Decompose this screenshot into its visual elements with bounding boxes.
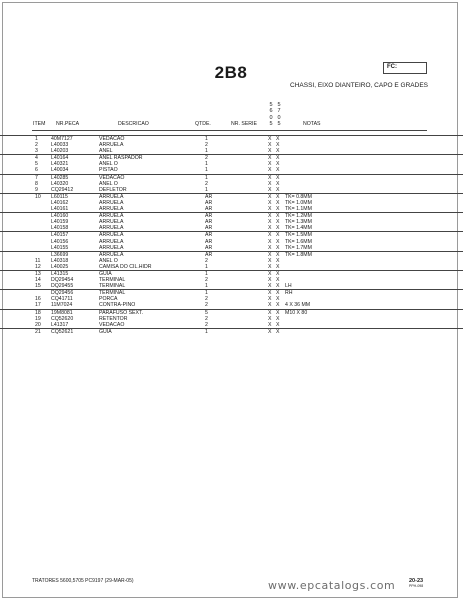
cell-part-number: CQ29412: [51, 186, 74, 193]
cell-model-5605: X: [268, 232, 272, 239]
cell-part-number: L40157: [51, 232, 69, 239]
cell-model-5705: X: [276, 302, 280, 309]
fc-field: [383, 62, 427, 74]
cell-part-number: L41317: [51, 321, 69, 328]
cell-notes: M10 X 80: [285, 309, 308, 316]
cell-part-number: L60115: [51, 193, 68, 200]
cell-model-5605: X: [268, 238, 272, 245]
cell-model-5705: X: [276, 251, 280, 258]
footer-catalog-info: TRATORES 5600,5705 PC9197 (29-MAR-05): [32, 578, 134, 584]
cell-model-5705: X: [276, 270, 280, 277]
cell-part-number: DQ29455: [51, 283, 74, 290]
cell-quantity: 2: [205, 180, 208, 187]
cell-model-5605: X: [268, 186, 272, 193]
header-quantity: QTDE.: [195, 121, 211, 127]
cell-notes: RH: [285, 290, 293, 297]
cell-model-5705: X: [276, 315, 280, 322]
cell-description: VEDACAO: [99, 174, 125, 181]
cell-part-number: L40159: [51, 219, 69, 226]
cell-item: 9: [35, 186, 38, 193]
cell-item: 11: [35, 257, 41, 264]
cell-model-5705: X: [276, 321, 280, 328]
cell-description: ARRUELA: [99, 219, 124, 226]
cell-description: ARRUELA: [99, 213, 124, 220]
cell-quantity: 1: [205, 167, 208, 174]
cell-model-5605: X: [268, 290, 272, 297]
cell-item: 6: [35, 167, 38, 174]
cell-model-5605: X: [268, 321, 272, 328]
watermark: www.epcatalogs.com: [268, 579, 396, 592]
cell-description: ANEL O: [99, 257, 118, 264]
cell-part-number: L40161: [51, 206, 69, 213]
cell-quantity: AR: [205, 238, 213, 245]
cell-description: GUIA: [99, 328, 112, 335]
cell-model-5705: X: [276, 155, 280, 162]
cell-item: 13: [35, 270, 41, 277]
header-part-number: NR.PECA: [56, 121, 80, 127]
cell-item: 7: [35, 174, 38, 181]
cell-model-5605: X: [268, 251, 272, 258]
cell-part-number: 40M7127: [51, 136, 73, 142]
cell-description: PORCA: [99, 296, 118, 303]
cell-description: ANEL O: [99, 161, 118, 168]
cell-notes: TK= 1.0MM: [285, 199, 312, 206]
cell-description: DEFLETOR: [99, 186, 127, 193]
cell-description: ARRUELA: [99, 232, 124, 239]
header-item: ITEM: [33, 121, 46, 127]
cell-model-5705: X: [276, 296, 280, 303]
cell-model-5705: X: [276, 199, 280, 206]
cell-quantity: 1: [205, 148, 208, 155]
cell-description: GUIA: [99, 270, 112, 277]
cell-item: 14: [35, 277, 41, 284]
cell-part-number: L40034: [51, 167, 69, 174]
cell-description: PISTAO: [99, 167, 118, 174]
model-column-5605: [268, 102, 274, 128]
cell-item: 8: [35, 180, 38, 187]
cell-model-5605: X: [268, 213, 272, 220]
cell-quantity: AR: [205, 219, 213, 226]
cell-part-number: DQ29456: [51, 290, 74, 297]
cell-description: CAMISA DO CIL.HIDR: [99, 263, 152, 270]
cell-model-5605: X: [268, 174, 272, 181]
cell-notes: 4 X 36 MM: [285, 302, 311, 309]
cell-part-number: DQ29454: [51, 277, 74, 284]
cell-model-5705: X: [276, 142, 280, 149]
cell-item: 4: [35, 155, 38, 162]
cell-quantity: 2: [205, 155, 208, 162]
cell-part-number: CQ41711: [51, 296, 73, 303]
cell-model-5605: X: [268, 219, 272, 226]
cell-model-5605: X: [268, 206, 272, 213]
cell-quantity: 2: [205, 277, 208, 284]
cell-part-number: L40025: [51, 263, 69, 270]
cell-description: ANEL RASPADOR: [99, 155, 143, 162]
cell-model-5705: X: [276, 136, 280, 142]
table-row: [0, 154, 463, 161]
cell-notes: TK= 1.8MM: [285, 251, 312, 258]
cell-notes: TK= 1.2MM: [285, 213, 312, 220]
cell-part-number: L40320: [51, 180, 69, 187]
cell-quantity: 1: [205, 270, 208, 277]
cell-quantity: AR: [205, 213, 213, 220]
cell-quantity: 2: [205, 321, 208, 328]
cell-part-number: CQ52621: [51, 328, 74, 335]
cell-quantity: 1: [205, 263, 208, 270]
cell-part-number: L40155: [51, 244, 69, 251]
cell-model-5605: X: [268, 315, 272, 322]
cell-model-5605: X: [268, 142, 272, 149]
cell-description: TERMINAL: [99, 290, 126, 297]
cell-item: 5: [35, 161, 38, 168]
cell-notes: TK= 1.4MM: [285, 225, 312, 232]
cell-model-5605: X: [268, 283, 272, 290]
table-row: [0, 212, 463, 219]
cell-part-number: L40203: [51, 148, 69, 155]
cell-description: ARRUELA: [99, 238, 124, 245]
cell-item: 1: [35, 136, 38, 142]
cell-part-number: L40164: [51, 155, 69, 162]
cell-model-5705: X: [276, 186, 280, 193]
model-digit: 6: [269, 108, 273, 115]
cell-notes: TK= 1.7MM: [285, 244, 312, 251]
cell-model-5605: X: [268, 328, 272, 335]
cell-quantity: 1: [205, 174, 208, 181]
cell-description: ANEL O: [99, 180, 118, 187]
cell-notes: LH: [285, 283, 292, 290]
cell-notes: TK= 1.6MM: [285, 238, 312, 245]
cell-model-5705: X: [276, 161, 280, 168]
model-digit: 7: [277, 108, 281, 115]
table-row: [0, 174, 463, 181]
cell-description: ARRUELA: [99, 251, 124, 258]
cell-description: TERMINAL: [99, 277, 126, 284]
cell-description: ARRUELA: [99, 225, 124, 232]
cell-model-5605: X: [268, 148, 272, 155]
cell-part-number: L40318: [51, 257, 69, 264]
cell-part-number: L40162: [51, 199, 69, 206]
cell-model-5705: X: [276, 290, 280, 297]
table-row: [0, 270, 463, 277]
model-digit: 0: [277, 114, 281, 121]
cell-model-5605: X: [268, 193, 272, 200]
cell-part-number: L40158: [51, 225, 69, 232]
cell-quantity: AR: [205, 232, 213, 239]
cell-part-number: L40285: [51, 174, 69, 181]
cell-notes: TK= 0.8MM: [285, 193, 312, 200]
fc-label: FC:: [387, 64, 397, 70]
page-title: 2B8: [214, 63, 248, 82]
cell-model-5605: X: [268, 167, 272, 174]
cell-model-5605: X: [268, 155, 272, 162]
cell-description: TERMINAL: [99, 283, 126, 290]
table-row: [0, 309, 463, 316]
cell-model-5605: X: [268, 309, 272, 316]
table-row: [0, 193, 463, 200]
model-column-5705: [276, 102, 282, 128]
cell-model-5705: X: [276, 257, 280, 264]
model-digit: 5: [277, 102, 281, 108]
cell-quantity: 5: [205, 309, 208, 316]
cell-model-5705: X: [276, 180, 280, 187]
parts-table: [0, 135, 463, 335]
cell-notes: TK= 1.1MM: [285, 206, 312, 213]
cell-model-5705: X: [276, 225, 280, 232]
cell-notes: TK= 1.3MM: [285, 219, 312, 226]
cell-quantity: AR: [205, 244, 213, 251]
cell-model-5705: X: [276, 244, 280, 251]
cell-item: 2: [35, 142, 38, 149]
cell-description: ARRUELA: [99, 142, 124, 149]
cell-quantity: AR: [205, 225, 213, 232]
model-digit: 5: [269, 121, 273, 128]
cell-part-number: L41315: [51, 270, 69, 277]
cell-model-5705: X: [276, 277, 280, 284]
cell-part-number: 11M7024: [51, 302, 73, 309]
cell-model-5605: X: [268, 257, 272, 264]
cell-item: 20: [35, 321, 41, 328]
cell-description: ARRUELA: [99, 244, 124, 251]
cell-part-number: 19M8081: [51, 309, 73, 316]
page-number-main: 20-23: [409, 578, 424, 584]
cell-item: 12: [35, 263, 41, 270]
cell-item: 19: [35, 315, 41, 322]
cell-model-5705: X: [276, 232, 280, 239]
cell-model-5605: X: [268, 180, 272, 187]
cell-part-number: L36699: [51, 251, 69, 258]
cell-item: 10: [35, 193, 41, 200]
header-notes: NOTAS: [303, 121, 321, 127]
cell-part-number: L40160: [51, 213, 69, 220]
cell-model-5705: X: [276, 174, 280, 181]
cell-description: PARAFUSO SEXT.: [99, 309, 144, 316]
cell-quantity: 2: [205, 296, 208, 303]
cell-quantity: 2: [205, 142, 208, 149]
page-number-sub: PPH-098: [409, 584, 424, 588]
section-title: CHASSI, EIXO DIANTEIRO, CAPO E GRADES: [290, 82, 428, 89]
header-divider: [32, 130, 427, 131]
cell-quantity: 1: [205, 136, 208, 142]
cell-description: ARRUELA: [99, 199, 124, 206]
cell-model-5705: X: [276, 328, 280, 335]
header-serial: NR. SERIE: [231, 121, 257, 127]
cell-part-number: L40321: [51, 161, 69, 168]
cell-item: 21: [35, 328, 41, 335]
cell-description: VEDACAO: [99, 321, 125, 328]
cell-part-number: L40156: [51, 238, 69, 245]
cell-model-5705: X: [276, 206, 280, 213]
table-row: [0, 328, 463, 335]
cell-quantity: 1: [205, 290, 208, 297]
cell-description: RETENTOR: [99, 315, 128, 322]
page-number: [409, 579, 423, 589]
cell-quantity: 2: [205, 257, 208, 264]
cell-model-5705: X: [276, 263, 280, 270]
cell-quantity: AR: [205, 251, 213, 258]
cell-quantity: 1: [205, 283, 208, 290]
cell-item: 18: [35, 309, 41, 316]
model-digit: 5: [269, 102, 273, 108]
cell-description: CONTRA-PINO: [99, 302, 136, 309]
cell-model-5705: X: [276, 309, 280, 316]
cell-quantity: 2: [205, 302, 208, 309]
cell-model-5605: X: [268, 270, 272, 277]
cell-quantity: 1: [205, 328, 208, 335]
cell-model-5705: X: [276, 283, 280, 290]
cell-model-5605: X: [268, 161, 272, 168]
cell-model-5605: X: [268, 199, 272, 206]
cell-quantity: AR: [205, 199, 213, 206]
model-digit: 0: [269, 114, 273, 121]
cell-part-number: L40033: [51, 142, 69, 149]
cell-model-5605: X: [268, 136, 272, 142]
table-row: [0, 231, 463, 238]
cell-quantity: AR: [205, 193, 213, 200]
model-digit: 5: [277, 121, 281, 128]
cell-model-5605: X: [268, 296, 272, 303]
cell-description: ARRUELA: [99, 206, 124, 213]
cell-model-5705: X: [276, 193, 280, 200]
cell-description: ARRUELA: [99, 193, 124, 200]
cell-notes: TK= 1.5MM: [285, 232, 312, 239]
table-row: [0, 289, 463, 296]
cell-quantity: 2: [205, 315, 208, 322]
cell-part-number: CQ52620: [51, 315, 74, 322]
table-row: [0, 251, 463, 258]
cell-description: ANEL: [99, 148, 113, 155]
cell-model-5705: X: [276, 148, 280, 155]
cell-quantity: AR: [205, 206, 213, 213]
header-description: DESCRICAO: [118, 121, 149, 127]
cell-item: 15: [35, 283, 41, 290]
cell-model-5705: X: [276, 167, 280, 174]
cell-model-5605: X: [268, 277, 272, 284]
cell-model-5605: X: [268, 302, 272, 309]
cell-model-5705: X: [276, 213, 280, 220]
cell-description: VEDACAO: [99, 136, 125, 142]
cell-model-5605: X: [268, 225, 272, 232]
cell-model-5705: X: [276, 238, 280, 245]
cell-item: 16: [35, 296, 41, 303]
cell-item: 17: [35, 302, 41, 309]
cell-model-5605: X: [268, 244, 272, 251]
cell-model-5705: X: [276, 219, 280, 226]
cell-item: 3: [35, 148, 38, 155]
cell-model-5605: X: [268, 263, 272, 270]
cell-quantity: 1: [205, 161, 208, 168]
table-row: [0, 135, 463, 142]
cell-quantity: 1: [205, 186, 208, 193]
